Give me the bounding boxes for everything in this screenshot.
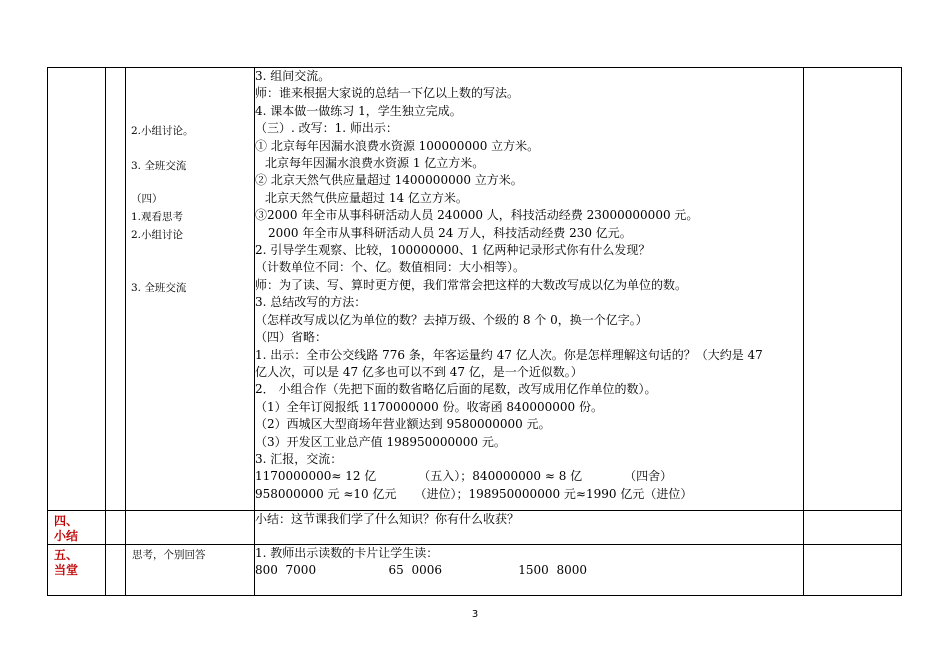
text-line: 4. 课本做一做练习 1，学生独立完成。 [255, 103, 462, 118]
student-activity-cell [126, 68, 255, 511]
text-line: （3）开发区工业总产值 198950000000 元。 [255, 434, 506, 449]
student-activity: 2.小组讨论。 [131, 125, 194, 137]
text-line: （四）省略： [255, 330, 328, 345]
text-line: 3. 总结改写的方法： [255, 295, 367, 310]
text-line: 师：为了读、写、算时更方便，我们常常会把这样的大数改写成以亿为单位的数。 [255, 277, 688, 292]
practice-numbers: 800 7000 65 0006 1500 8000 [255, 563, 587, 578]
student-activity: 3. 全班交流 [131, 282, 187, 294]
student-activity: 1.观看思考 [131, 211, 184, 223]
student-activity: 3. 全班交流 [131, 160, 187, 172]
practice-student-text: 思考，个别回答 [132, 549, 206, 561]
text-line: 2. 引导学生观察、比较，100000000、1 亿两种记录形式你有什么发现？ [255, 243, 651, 258]
practice-label-number: 五、 [54, 548, 79, 562]
practice-student-cell [126, 545, 255, 596]
practice-label-title: 当堂 [54, 563, 79, 577]
text-line: 北京天然气供应量超过 14 亿立方米。 [265, 190, 468, 205]
page-number: 3 [471, 609, 479, 620]
text-line: 2． 小组合作（先把下面的数省略亿后面的尾数，改写成用亿作单位的数）。 [255, 382, 657, 397]
text-line: （2）西城区大型商场年营业额达到 9580000000 元。 [255, 417, 551, 432]
text-line: ③2000 年全市从事科研活动人员 240000 人，科技活动经费 23000000000 元。 [255, 208, 699, 223]
text-line: 958000000 元 ≈10 亿元 （进位）；198950000000 元≈1990 亿元（进位） [255, 486, 693, 501]
summary-notes-cell [804, 511, 902, 545]
text-line: ② 北京天然气供应量超过 1400000000 立方米。 [255, 173, 523, 188]
teaching-process-row [48, 68, 902, 511]
summary-row [48, 511, 902, 545]
text-line: 1170000000≈ 12 亿 （五入）；840000000 ≈ 8 亿 （四舍） [255, 469, 673, 484]
text-line: ① 北京每年因漏水浪费水资源 100000000 立方米。 [255, 138, 540, 153]
summary-text: 小结：这节课我们学了什么知识？你有什么收获？ [255, 512, 520, 526]
text-line: 师：谁来根据大家说的总结一下亿以上数的写法。 [255, 86, 520, 101]
text-line: 3. 汇报，交流： [255, 451, 343, 466]
summary-student-cell [126, 511, 255, 545]
notes-cell [804, 68, 902, 511]
teacher-activity-cell [255, 68, 804, 511]
text-line: 3. 组间交流。 [255, 69, 331, 83]
summary-label-title: 小结 [54, 529, 79, 543]
student-activity: （四） [131, 193, 163, 205]
text-line: 北京每年因漏水浪费水资源 1 亿立方米。 [265, 156, 485, 171]
narrow-cell [106, 545, 126, 596]
practice-section-cell [48, 545, 106, 596]
practice-line: 1. 教师出示读数的卡片让学生读： [255, 546, 439, 560]
text-line: 亿人次，可以是 47 亿多也可以不到 47 亿，是一个近似数。） [255, 364, 583, 379]
narrow-cell [106, 68, 126, 511]
text-line: 2000 年全市从事科研活动人员 24 万人，科技活动经费 230 亿元。 [268, 225, 632, 240]
section-cell [48, 68, 106, 511]
narrow-cell [106, 511, 126, 545]
text-line: （计数单位不同：个、亿。数值相同：大小相等）。 [255, 260, 526, 275]
practice-notes-cell [804, 545, 902, 596]
practice-text-cell [255, 545, 804, 596]
text-line: （三）. 改写：1. 师出示： [255, 121, 398, 136]
student-activity: 2.小组讨论 [131, 229, 184, 241]
lesson-plan-table [47, 67, 902, 596]
summary-text-cell [255, 511, 804, 545]
text-line: （1）全年订阅报纸 1170000000 份。收寄函 840000000 份。 [255, 399, 603, 414]
text-line: （怎样改写成以亿为单位的数？去掉万级、个级的 8 个 0，换一个亿字。） [255, 312, 648, 327]
practice-row [48, 545, 902, 596]
text-line: 1. 出示：全市公交线路 776 条，年客运量约 47 亿人次。你是怎样理解这句话的？（大约是 47 [255, 347, 763, 362]
summary-section-cell [48, 511, 106, 545]
summary-label-number: 四、 [54, 514, 79, 528]
